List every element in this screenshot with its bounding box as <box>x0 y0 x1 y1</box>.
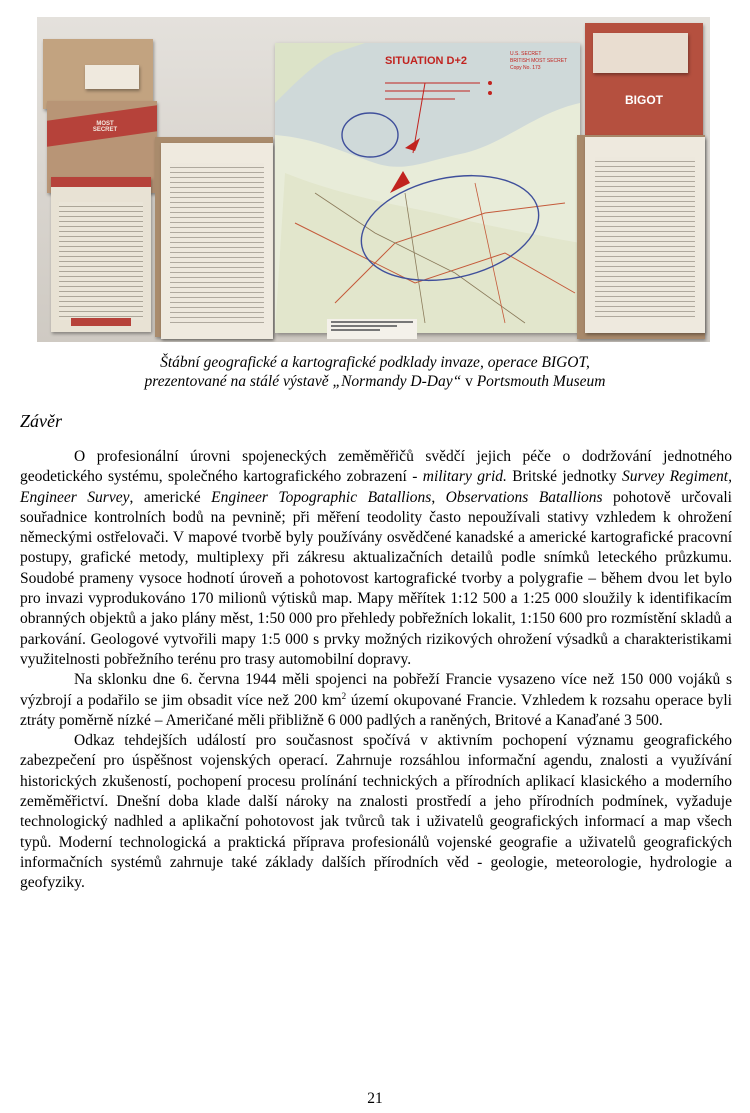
p1-text-1: O profesionální úrovni spojeneckých zeměměřičů svědčí jejich péče o dodržování jednotného geodetického systému, společného kartografického zobrazení - <box>20 448 732 486</box>
paper-text-lines <box>59 202 143 320</box>
caption-line-2-part-3: Portsmouth Museum <box>472 373 606 390</box>
map-security-code: U.S. SECRET BRITISH MOST SECRET Copy No. 173 <box>510 51 568 71</box>
caption-line-2-preposition: v <box>465 373 473 390</box>
right-document-lines <box>595 157 696 318</box>
p1-term-military-grid: military grid. <box>422 468 507 486</box>
p1-text-3: , americké <box>129 488 212 506</box>
map-exhibit-label <box>327 319 417 339</box>
page-number: 21 <box>367 1090 383 1107</box>
right-document <box>585 137 705 333</box>
paper-red-band-top <box>51 177 151 187</box>
figure-caption-line-1: Štábní geografické a kartografické podklady invaze, operace BIGOT, <box>160 354 590 371</box>
paper-list-document <box>51 177 151 332</box>
p1-text-4: , <box>431 488 446 506</box>
paper-top-left <box>85 65 139 89</box>
typed-document <box>161 143 273 339</box>
p1-term-engineer-topographic: Engineer Topographic Batallions <box>211 488 432 506</box>
p2-text-1: Na sklonku dne 6. června 1944 měli spojenci na pobřeží Francie vysazeno více než 150 000 vojáků s výzbrojí a podařilo se jim obsadit více než 200 km <box>20 671 732 709</box>
map-title: SITUATION D+2 <box>385 55 468 67</box>
figure-caption-line-2 <box>20 372 730 391</box>
p1-term-survey-regiment: Survey Regiment, Engineer Survey <box>20 468 732 506</box>
p1-term-observations: Observations Batallions <box>445 488 603 506</box>
paragraph-3: Odkaz tehdejších událostí pro současnost spočívá v aktivním pochopení významu geografického zabezpečení pro úspěšnost vojenských operací. Zahrnuje rozsáhlou informační agendu, znalosti a využívání historických zkušeností, pochopení procesu prolínání technických a přírodních aplikací klasického a moderního zeměměřictví. Dnešní doba klade další nároky na znalosti prostředí a jeho přírodních podmínek, vyžaduje technologický nadhled a aplikační pohotovost jak tvůrců tak i uživatelů geografických informací a map všech typů. Moderní technologická a praktická příprava profesionálů vojenské geografie a uživatelů geografických informačních systémů zahrnuje také základy dalších přírodních věd - geologie, meteorologie, hydrologie a geofyziky. <box>20 732 732 892</box>
bigot-stamp: BIGOT <box>625 93 663 107</box>
bigot-inner-sheet <box>593 33 688 73</box>
exhibit-photo <box>37 17 710 342</box>
p1-text-5: pohotově určovali souřadnice kontrolních bodů na pevnině; při měření teodolity často nepoužívali stativy vzhledem k ohrožení německými ostřelovači. V mapové tvorbě byly používány osvědčené kanadské a americké kartografické pracovní postupy, grafické metody, multiplexy při zákresu aktualizačních detailů podle snímků leteckého průzkumu. Soudobé prameny vysoce hodnotí úroveň a pohotovost kartografické tvorby a polygrafie – během dvou let bylo pro invazi vyprodukováno 170 milionů výtisků map. Mapy měřítek 1:12 500 a 1:25 000 sloužily k identifikacím obranných objektů a jako plány měst, 1:50 000 pro přehledy pobřežních lokalit, 1:150 600 pro rozmístění skladů a parkování. Geologové vytvořili mapy 1:5 000 s prvky možných rizikových ohrožení výsadků a charakteristikami využitelnosti pobřežního terénu pro trasy automobilní dopravy. <box>20 488 732 668</box>
p2-superscript: 2 <box>341 690 347 701</box>
section-heading: Závěr <box>20 411 62 431</box>
folder-stamp: MOST SECRET <box>92 121 118 133</box>
paragraph-2 <box>20 670 732 731</box>
situation-map <box>275 43 580 333</box>
paper-red-band-bottom <box>71 318 131 326</box>
typed-text-lines <box>170 163 264 324</box>
caption-line-2-part-1: prezentované na stálé výstavě „Normandy D-Day“ <box>144 373 466 390</box>
map-drawing <box>275 43 580 333</box>
p2-text-2: území okupované Francie. Vzhledem k rozsahu operace byli ztráty poměrně nízké – Američané měli přibližně 6 000 padlých a raněných, Britové a Kanaďané 3 500. <box>20 691 732 729</box>
paragraph-1 <box>20 447 732 670</box>
p1-text-2: Britské jednotky <box>506 468 623 486</box>
body-text <box>20 447 732 894</box>
bigot-folder <box>585 23 703 135</box>
